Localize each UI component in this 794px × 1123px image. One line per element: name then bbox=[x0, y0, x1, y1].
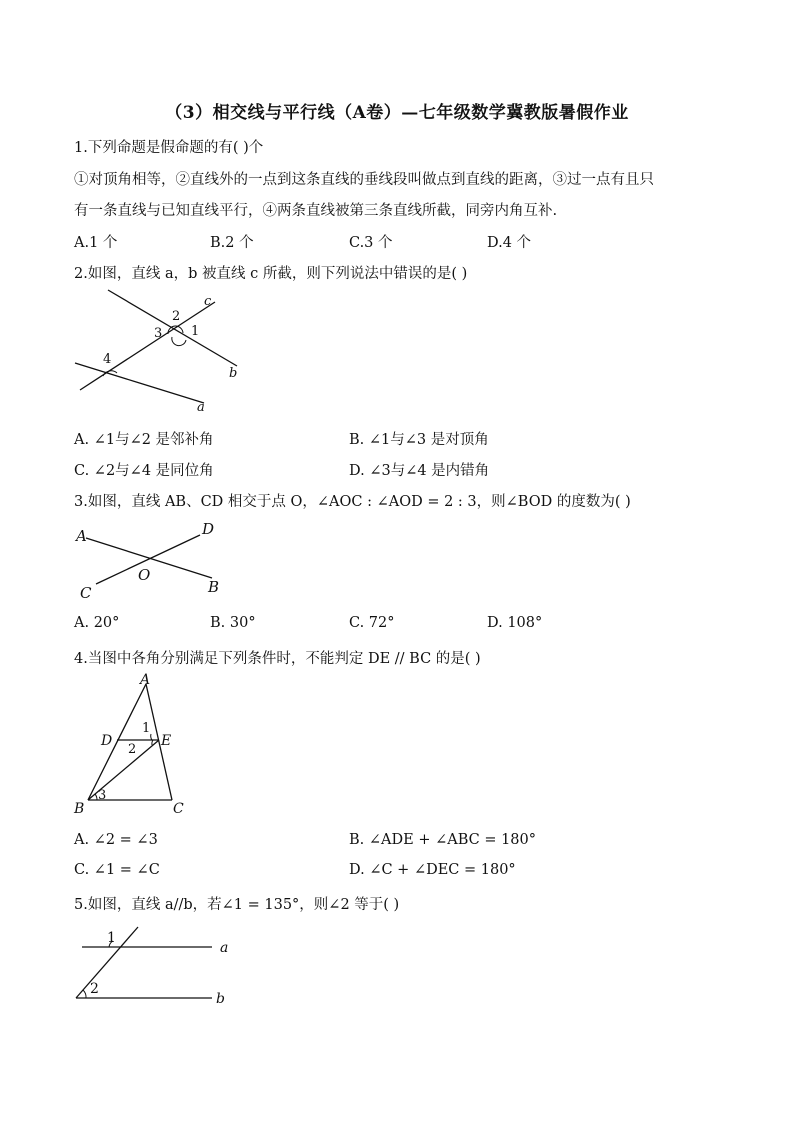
label-1: 1 bbox=[142, 721, 151, 736]
question-4-figure bbox=[70, 672, 200, 820]
label-1: 1 bbox=[191, 324, 200, 339]
question-2-option-b: B. ∠1与∠3 是对顶角 bbox=[349, 432, 489, 448]
label-3: 3 bbox=[98, 788, 107, 803]
question-2-option-d: D. ∠3与∠4 是内错角 bbox=[349, 463, 490, 479]
label-C: C bbox=[173, 801, 184, 817]
label-D: D bbox=[202, 520, 215, 538]
question-3-option-d: D. 108° bbox=[487, 615, 543, 631]
label-c: c bbox=[204, 294, 212, 309]
label-b: b bbox=[229, 366, 238, 381]
question-2-option-a: A. ∠1与∠2 是邻补角 bbox=[74, 432, 214, 448]
question-5-figure bbox=[70, 922, 240, 1012]
question-5-stem: 5.如图，直线 a//b，若∠1 = 135°，则∠2 等于( ) bbox=[74, 897, 400, 913]
question-2-option-c: C. ∠2与∠4 是同位角 bbox=[74, 463, 214, 479]
label-A: A bbox=[76, 527, 87, 545]
page-title: （3）相交线与平行线（A卷）—七年级数学冀教版暑假作业 bbox=[165, 103, 629, 123]
label-3: 3 bbox=[154, 326, 163, 341]
question-1-body-line2: 有一条直线与已知直线平行，④两条直线被第三条直线所截，同旁内角互补. bbox=[74, 203, 558, 219]
question-2-figure bbox=[70, 290, 240, 420]
question-1-body-line1: ①对顶角相等，②直线外的一点到这条直线的垂线段叫做点到直线的距离，③过一点有且只 bbox=[74, 172, 654, 188]
question-4-option-c: C. ∠1 = ∠C bbox=[74, 862, 160, 878]
question-4-option-d: D. ∠C + ∠DEC = 180° bbox=[349, 862, 516, 878]
label-2: 2 bbox=[128, 742, 137, 757]
label-4: 4 bbox=[103, 352, 112, 367]
label-2: 2 bbox=[90, 981, 99, 997]
question-4-stem: 4.当图中各角分别满足下列条件时，不能判定 DE // BC 的是( ) bbox=[74, 651, 481, 667]
label-O: O bbox=[138, 566, 151, 584]
question-4-option-b: B. ∠ADE + ∠ABC = 180° bbox=[349, 832, 537, 848]
question-1-option-c: C.3 个 bbox=[349, 235, 393, 251]
question-1-option-d: D.4 个 bbox=[487, 235, 532, 251]
label-b: b bbox=[216, 991, 225, 1007]
question-1-option-a: A.1 个 bbox=[74, 235, 118, 251]
label-C: C bbox=[80, 584, 92, 602]
label-B: B bbox=[74, 801, 85, 817]
question-1-option-b: B.2 个 bbox=[210, 235, 254, 251]
label-a: a bbox=[220, 940, 229, 956]
label-1: 1 bbox=[107, 930, 116, 946]
question-3-option-b: B. 30° bbox=[210, 615, 256, 631]
label-A: A bbox=[140, 672, 151, 688]
label-B: B bbox=[208, 578, 220, 596]
label-D: D bbox=[101, 733, 113, 749]
question-2-stem: 2.如图，直线 a，b 被直线 c 所截，则下列说法中错误的是( ) bbox=[74, 266, 468, 282]
question-4-option-a: A. ∠2 = ∠3 bbox=[74, 832, 158, 848]
question-3-figure bbox=[72, 518, 232, 603]
question-3-option-a: A. 20° bbox=[74, 615, 120, 631]
question-1-stem: 1.下列命题是假命题的有( )个 bbox=[74, 140, 264, 156]
label-a: a bbox=[197, 400, 205, 415]
label-E: E bbox=[161, 733, 172, 749]
question-3-stem: 3.如图，直线 AB、CD 相交于点 O，∠AOC : ∠AOD = 2 : 3，则∠BOD 的度数为( ) bbox=[74, 494, 631, 510]
question-3-option-c: C. 72° bbox=[349, 615, 395, 631]
label-2: 2 bbox=[172, 309, 181, 324]
